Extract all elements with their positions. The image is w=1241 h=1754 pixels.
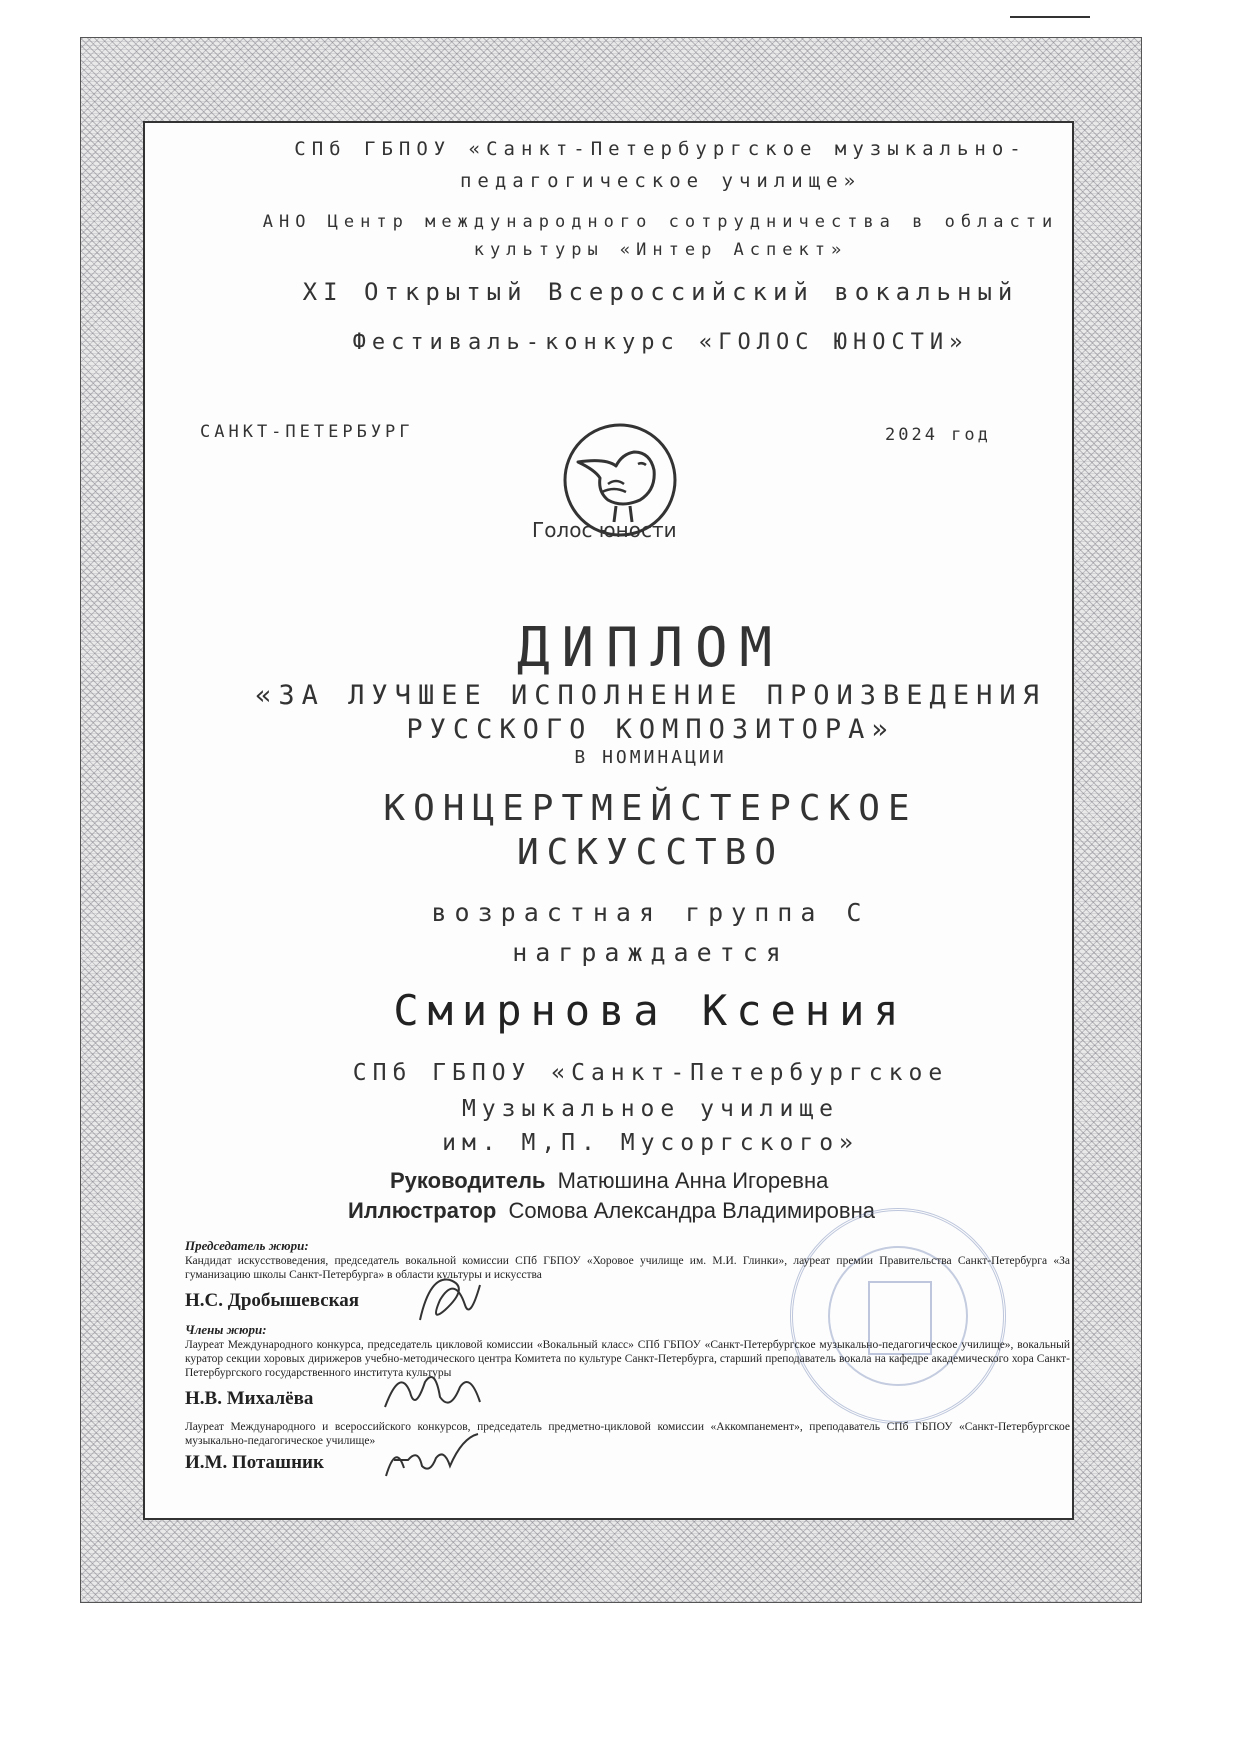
nomination-label: В НОМИНАЦИИ	[574, 747, 727, 768]
signature-member1	[380, 1362, 490, 1422]
illustrator-label: Иллюстратор	[348, 1198, 497, 1223]
org1-line1: СПб ГБПОУ «Санкт-Петербургское музыкально-	[294, 138, 1027, 160]
school-line3: им. М,П. Мусоргского»	[442, 1130, 859, 1156]
jury-member2-desc: Лауреат Международного и всероссийского конкурсов, председатель предметно-цикловой комиссии «Аккомпанемент», преподаватель СПб ГБПОУ «Санкт-Петербургское музыкально-педагогическое училище»	[185, 1421, 1070, 1447]
jury-chair-label: Председатель жюри:	[185, 1238, 309, 1253]
leader-row	[390, 1168, 828, 1194]
nomination-line2: ИСКУССТВО	[516, 832, 785, 873]
logo-caption: Голос юности	[532, 518, 677, 542]
signature-member2	[378, 1428, 488, 1488]
illustrator-row	[348, 1198, 875, 1224]
jury-chair-desc: Кандидат искусствоведения, председатель вокальной комиссии СПб ГБПОУ «Хоровое училище им. М.И. Глинки», лауреат премии Правительства Санкт-Петербурга «За гуманизацию школы Санкт-Петербурга» в области культуры и искусства	[185, 1255, 1070, 1281]
nomination-line1: КОНЦЕРТМЕЙСТЕРСКОЕ	[383, 788, 918, 829]
awarded-text: награждается	[512, 938, 789, 967]
festival-line2: Фестиваль-конкурс «ГОЛОС ЮНОСТИ»	[352, 330, 969, 355]
city: САНКТ-ПЕТЕРБУРГ	[200, 422, 414, 442]
leader-label: Руководитель	[390, 1168, 546, 1193]
illustrator-name: Сомова Александра Владимировна	[508, 1198, 875, 1223]
year: 2024 год	[885, 425, 991, 445]
jury-chair-name: Н.С. Дробышевская	[185, 1290, 360, 1311]
recipient-name: Смирнова Ксения	[393, 986, 908, 1035]
school-line2: Музыкальное училище	[461, 1096, 840, 1122]
jury-member1-name: Н.В. Михалёва	[185, 1388, 314, 1409]
award-line1: «ЗА ЛУЧШЕЕ ИСПОЛНЕНИЕ ПРОИЗВЕДЕНИЯ	[255, 680, 1046, 711]
signature-chair	[410, 1265, 490, 1335]
age-group: возрастная группа С	[431, 898, 870, 927]
org2-line1: АНО Центр международного сотрудничества в области	[262, 212, 1059, 232]
school-line1: СПб ГБПОУ «Санкт-Петербургское	[352, 1060, 949, 1086]
scan-mark	[1010, 16, 1090, 18]
award-line2: РУССКОГО КОМПОЗИТОРА»	[406, 714, 895, 745]
jury-members-label: Члены жюри:	[185, 1322, 267, 1337]
jury-member1-desc: Лауреат Международного конкурса, председатель цикловой комиссии «Вокальный класс» СПб ГБПОУ «Санкт-Петербургское музыкально-педагогическое училище», вокальный куратор секции хоровых дирижеров учебно-методического центра Комитета по культуре Санкт-Петербурга, старший преподаватель вокала на кафедре академического хора Санкт-Петербургского государственного института культуры	[185, 1339, 1070, 1379]
org1-line2: педагогическое училище»	[459, 170, 862, 192]
leader-name: Матюшина Анна Игоревна	[557, 1168, 829, 1193]
jury-member2-name: И.М. Поташник	[185, 1452, 324, 1473]
org2-line2: культуры «Интер Аспект»	[473, 240, 848, 260]
diploma-title: ДИПЛОМ	[516, 616, 785, 679]
official-stamp	[790, 1208, 1006, 1424]
festival-line1: XI Открытый Всероссийский вокальный	[302, 278, 1019, 306]
